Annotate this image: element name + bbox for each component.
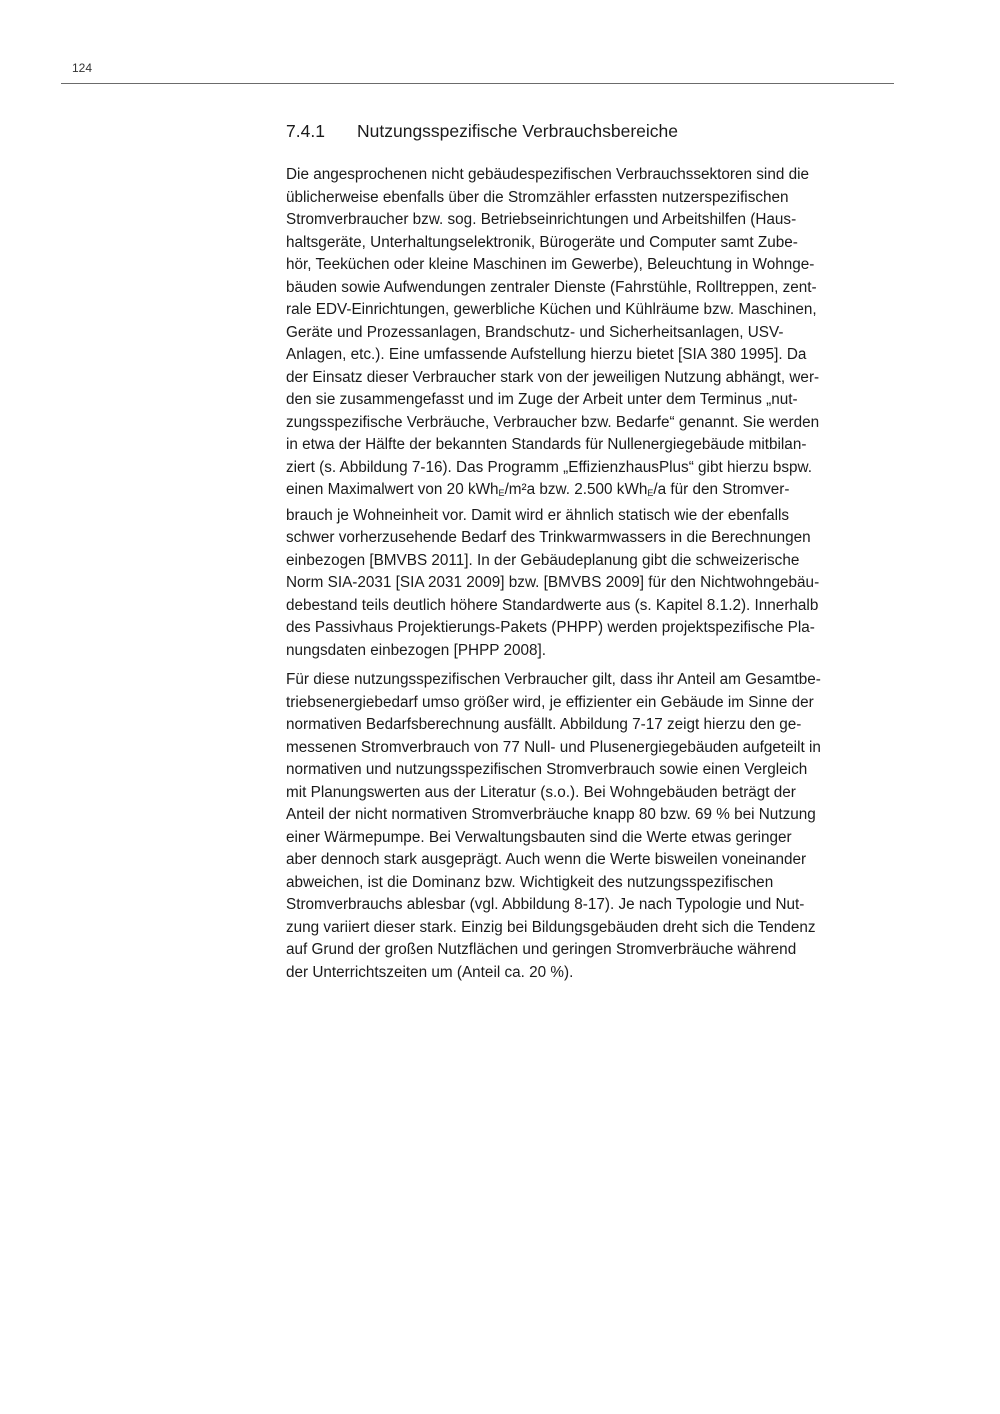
text-line: triebsenergiebedarf umso größer wird, je effizienter ein Gebäude im Sinne der	[286, 693, 814, 711]
text-line: schwer vorherzusehende Bedarf des Trinkwarmwassers in die Berechnungen	[286, 529, 811, 546]
text-line: normativen und nutzungsspezifischen Stromverbrauch sowie einen Vergleich	[286, 761, 808, 778]
page-number: 124	[72, 61, 93, 75]
text-line: abweichen, ist die Dominanz bzw. Wichtigkeit des nutzungsspezifischen	[286, 873, 774, 891]
text-line: haltsgeräte, Unterhaltungselektronik, Bürogeräte und Computer samt Zube-	[286, 233, 798, 251]
section-title: Nutzungsspezifische Verbrauchsbereiche	[357, 121, 679, 141]
text-line: zungsspezifische Verbräuche, Verbraucher bzw. Bedarfe“ genannt. Sie werden	[286, 413, 820, 431]
text-line-with-subscripts	[286, 479, 886, 505]
text-line: Geräte und Prozessanlagen, Brandschutz- und Sicherheitsanlagen, USV-	[286, 323, 784, 341]
text-line: mit Planungswerten aus der Literatur (s.o.). Bei Wohngebäuden beträgt der	[286, 783, 796, 801]
text-fragment: einen Maximalwert von 20 kWh	[286, 481, 499, 498]
text-line: einer Wärmepumpe. Bei Verwaltungsbauten sind die Werte etwas geringer	[286, 828, 792, 846]
text-line: der Einsatz dieser Verbraucher stark von der jeweiligen Nutzung abhängt, wer-	[286, 368, 820, 386]
text-line: üblicherweise ebenfalls über die Stromzähler erfassten nutzerspezifischen	[286, 188, 789, 206]
paragraph-1	[286, 164, 886, 662]
text-line: nungsdaten einbezogen [PHPP 2008].	[286, 641, 546, 659]
text-fragment: /m²a bzw. 2.500 kWh	[504, 481, 648, 498]
text-fragment: /a für den Stromver-	[653, 481, 790, 498]
section-heading	[286, 118, 886, 144]
text-line: normativen Bedarfsberechnung ausfällt. Abbildung 7-17 zeigt hierzu den ge-	[286, 716, 802, 733]
text-line: bäuden sowie Aufwendungen zentraler Dienste (Fahrstühle, Rolltreppen, zent-	[286, 278, 817, 296]
subscript: E	[647, 488, 654, 498]
text-line: debestand teils deutlich höhere Standardwerte aus (s. Kapitel 8.1.2). Innerhalb	[286, 596, 819, 614]
text-line: des Passivhaus Projektierungs-Pakets (PHPP) werden projektspezifische Pla-	[286, 619, 815, 636]
text-line: zung variiert dieser stark. Einzig bei Bildungsgebäuden dreht sich die Tendenz	[286, 918, 816, 936]
text-line: Anteil der nicht normativen Stromverbräuche knapp 80 bzw. 69 % bei Nutzung	[286, 806, 816, 823]
main-content	[286, 118, 886, 991]
text-line: messenen Stromverbrauch von 77 Null- und Plusenergiegebäuden aufgeteilt in	[286, 738, 821, 756]
text-line: Stromverbraucher bzw. sog. Betriebseinrichtungen und Arbeitshilfen (Haus-	[286, 211, 797, 228]
text-line: rale EDV-Einrichtungen, gewerbliche Küchen und Kühlräume bzw. Maschinen,	[286, 301, 817, 318]
text-line: aber dennoch stark ausgeprägt. Auch wenn die Werte bisweilen voneinander	[286, 851, 807, 868]
text-line: Für diese nutzungsspezifischen Verbraucher gilt, dass ihr Anteil am Gesamtbe-	[286, 671, 821, 688]
header-divider	[61, 83, 894, 84]
text-line: auf Grund der großen Nutzflächen und geringen Stromverbräuche während	[286, 941, 797, 958]
subscript: E	[498, 488, 505, 498]
text-line: den sie zusammengefasst und im Zuge der Arbeit unter dem Terminus „nut-	[286, 391, 798, 408]
text-line: Stromverbrauchs ablesbar (vgl. Abbildung 8-17). Je nach Typologie und Nut-	[286, 896, 805, 913]
text-line: in etwa der Hälfte der bekannten Standards für Nullenergiegebäude mitbilan-	[286, 436, 807, 453]
paragraph-2	[286, 669, 886, 984]
text-line: Norm SIA-2031 [SIA 2031 2009] bzw. [BMVBS 2009] für den Nichtwohngebäu-	[286, 574, 820, 591]
text-line: Die angesprochenen nicht gebäudespezifischen Verbrauchssektoren sind die	[286, 166, 809, 183]
text-line: brauch je Wohneinheit vor. Damit wird er ähnlich statisch wie der ebenfalls	[286, 506, 790, 524]
text-line: ziert (s. Abbildung 7-16). Das Programm „EffizienzhausPlus“ gibt hierzu bspw.	[286, 458, 812, 476]
text-line: einbezogen [BMVBS 2011]. In der Gebäudeplanung gibt die schweizerische	[286, 551, 800, 569]
section-number: 7.4.1	[286, 121, 325, 141]
text-line: hör, Teeküchen oder kleine Maschinen im Gewerbe), Beleuchtung in Wohnge-	[286, 256, 815, 273]
text-line: Anlagen, etc.). Eine umfassende Aufstellung hierzu bietet [SIA 380 1995]. Da	[286, 346, 807, 363]
text-line: der Unterrichtszeiten um (Anteil ca. 20 %).	[286, 963, 574, 981]
